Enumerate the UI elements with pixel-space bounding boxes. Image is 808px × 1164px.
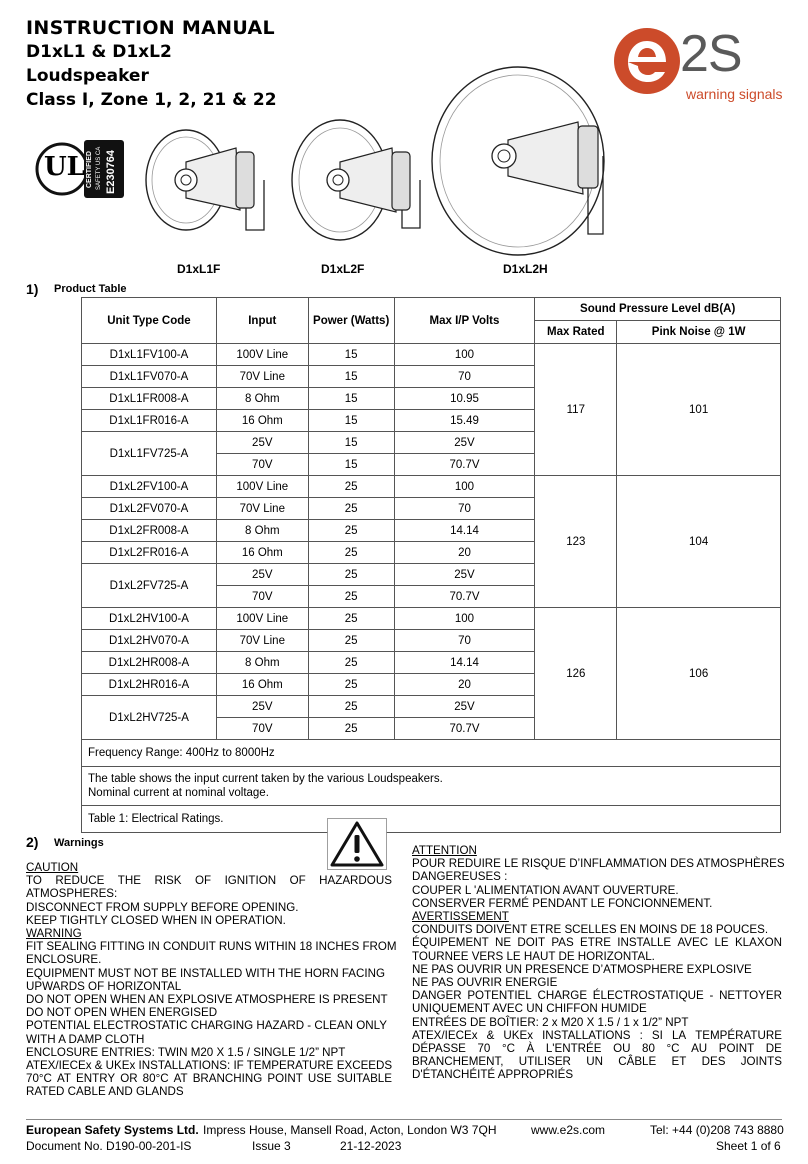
power-value: 25 bbox=[308, 652, 394, 674]
input-value: 25V bbox=[216, 432, 308, 454]
ul-certified-text: CERTIFIED bbox=[86, 151, 93, 188]
volts-value: 10.95 bbox=[394, 388, 535, 410]
header-power: Power (Watts) bbox=[308, 298, 394, 344]
hazard-class: Class I, Zone 1, 2, 21 & 22 bbox=[26, 90, 277, 110]
warning-line: CONDUITS DOIVENT ETRE SCELLES EN MOINS DE 18 POUCES. bbox=[412, 923, 769, 937]
footer-date: 21-12-2023 bbox=[340, 1139, 402, 1153]
unit-code: D1xL2FR008-A bbox=[82, 520, 217, 542]
max-rated-value: 126 bbox=[535, 608, 617, 740]
warning-line: DANGER POTENTIEL CHARGE ÉLECTROSTATIQUE - NETTOYER bbox=[412, 989, 782, 1003]
footer-issue: Issue 3 bbox=[252, 1139, 291, 1153]
warning-line: TOURNEE VERS LE HAUT DE HORIZONTAL. bbox=[412, 949, 655, 963]
ul-certification-mark bbox=[34, 138, 126, 200]
power-value: 25 bbox=[308, 630, 394, 652]
unit-code: D1xL2HR008-A bbox=[82, 652, 217, 674]
logo-brand-text: 2S bbox=[680, 25, 742, 83]
table-row bbox=[82, 608, 781, 630]
power-value: 15 bbox=[308, 454, 394, 476]
warning-line: EQUIPMENT MUST NOT BE INSTALLED WITH THE HORN FACING bbox=[26, 966, 386, 980]
model-title: D1xL1 & D1xL2 bbox=[26, 42, 172, 62]
pink-noise-value: 104 bbox=[617, 476, 781, 608]
unit-code: D1xL2HV070-A bbox=[82, 630, 217, 652]
warning-line: FIT SEALING FITTING IN CONDUIT RUNS WITHIN 18 INCHES FROM bbox=[26, 940, 397, 954]
warning-line: DÉPASSE 70 °C À L'ENTRÉE OU 80 °C AU POINT DE bbox=[412, 1042, 782, 1056]
warning-line: UNIQUEMENT AVEC UN CHIFFON HUMIDE bbox=[412, 1002, 647, 1016]
volts-value: 14.14 bbox=[394, 520, 535, 542]
volts-value: 100 bbox=[394, 344, 535, 366]
warnings-english bbox=[26, 861, 397, 1099]
input-value: 8 Ohm bbox=[216, 388, 308, 410]
power-value: 25 bbox=[308, 520, 394, 542]
warning-line: ENCLOSURE. bbox=[26, 953, 102, 967]
section-1-title: Product Table bbox=[54, 283, 127, 295]
input-value: 100V Line bbox=[216, 608, 308, 630]
warning-line: ATEX/IECEx & UKEx INSTALLATIONS : SI LA TEMPÉRATURE bbox=[412, 1028, 782, 1042]
warning-line: DISCONNECT FROM SUPPLY BEFORE OPENING. bbox=[26, 900, 299, 914]
ul-safety-text: SAFETY US CA bbox=[96, 146, 102, 190]
section-1-number: 1) bbox=[26, 281, 39, 297]
pink-noise-value: 106 bbox=[617, 608, 781, 740]
warning-line: KEEP TIGHTLY CLOSED WHEN IN OPERATION. bbox=[26, 913, 286, 927]
section-2-title: Warnings bbox=[54, 837, 104, 849]
warning-line: WITH A DAMP CLOTH bbox=[26, 1032, 145, 1046]
footer-address: Impress House, Mansell Road, Acton, London W3 7QH bbox=[203, 1123, 497, 1137]
section-2-number: 2) bbox=[26, 834, 39, 850]
warning-line: ATTENTION bbox=[412, 844, 477, 857]
volts-value: 70 bbox=[394, 366, 535, 388]
header-max-volts: Max I/P Volts bbox=[394, 298, 535, 344]
power-value: 15 bbox=[308, 410, 394, 432]
table-caption: Table 1: Electrical Ratings. bbox=[82, 806, 781, 833]
warning-line: DO NOT OPEN WHEN ENERGISED bbox=[26, 1006, 218, 1020]
input-value: 16 Ohm bbox=[216, 542, 308, 564]
unit-code: D1xL2HR016-A bbox=[82, 674, 217, 696]
warning-line: CONSERVER FERMÉ PENDANT LE FONCIONNEMENT. bbox=[412, 896, 713, 910]
power-value: 15 bbox=[308, 344, 394, 366]
input-value: 70V Line bbox=[216, 366, 308, 388]
d1xl1f-speaker-drawing bbox=[140, 118, 280, 238]
speaker-label-d1xl1f: D1xL1F bbox=[177, 262, 221, 276]
warning-line: POUR REDUIRE LE RISQUE D’INFLAMMATION DES ATMOSPHÈRES bbox=[412, 857, 785, 871]
volts-value: 15.49 bbox=[394, 410, 535, 432]
warning-line: ÉQUIPEMENT NE DOIT PAS ETRE INSTALLE AVEC LE KLAXON bbox=[412, 936, 782, 950]
unit-code: D1xL2FV725-A bbox=[82, 564, 217, 608]
footer-telephone: Tel: +44 (0)208 743 8880 bbox=[650, 1123, 784, 1137]
power-value: 25 bbox=[308, 498, 394, 520]
volts-value: 25V bbox=[394, 696, 535, 718]
unit-code: D1xL2FV070-A bbox=[82, 498, 217, 520]
warning-line: ATEX/IECEx & UKEx INSTALLATIONS: IF TEMPERATURE EXCEEDS bbox=[26, 1059, 393, 1073]
volts-value: 14.14 bbox=[394, 652, 535, 674]
header-spl: Sound Pressure Level dB(A) bbox=[535, 298, 781, 321]
power-value: 25 bbox=[308, 564, 394, 586]
footer-company: European Safety Systems Ltd. bbox=[26, 1123, 199, 1137]
warning-line: 70°C AT ENTRY OR 80°C AT BRANCHING POINT USE SUITABLE bbox=[26, 1072, 392, 1086]
input-value: 100V Line bbox=[216, 476, 308, 498]
input-value: 70V Line bbox=[216, 498, 308, 520]
warning-line: ENCLOSURE ENTRIES: TWIN M20 X 1.5 / SINGLE 1/2” NPT bbox=[26, 1045, 346, 1059]
table-row bbox=[82, 476, 781, 498]
volts-value: 20 bbox=[394, 674, 535, 696]
table-body bbox=[82, 344, 781, 833]
warning-line: AVERTISSEMENT bbox=[412, 910, 509, 924]
unit-code: D1xL2HV100-A bbox=[82, 608, 217, 630]
ul-letters: UL bbox=[44, 152, 85, 182]
volts-value: 70.7V bbox=[394, 586, 535, 608]
table-note bbox=[82, 767, 781, 806]
warning-line: BRANCHEMENT, UTILISER UN CÂBLE ET DES JOINTS bbox=[412, 1055, 782, 1069]
unit-code: D1xL2FR016-A bbox=[82, 542, 217, 564]
volts-value: 25V bbox=[394, 564, 535, 586]
warning-line: POTENTIAL ELECTROSTATIC CHARGING HAZARD - CLEAN ONLY bbox=[26, 1019, 387, 1033]
product-type: Loudspeaker bbox=[26, 66, 149, 86]
warning-line: NE PAS OUVRIR UN PRESENCE D’ATMOSPHERE EXPLOSIVE bbox=[412, 962, 752, 976]
input-value: 8 Ohm bbox=[216, 652, 308, 674]
warning-line: D'ÉTANCHÉITÉ APPROPRIÉS bbox=[412, 1068, 574, 1082]
manual-title: INSTRUCTION MANUAL bbox=[26, 17, 275, 39]
warning-line: ATMOSPHERES: bbox=[26, 887, 118, 901]
warning-line: TO REDUCE THE RISK OF IGNITION OF HAZARDOUS bbox=[26, 874, 392, 888]
volts-value: 70 bbox=[394, 498, 535, 520]
input-value: 16 Ohm bbox=[216, 410, 308, 432]
max-rated-value: 117 bbox=[535, 344, 617, 476]
volts-value: 70.7V bbox=[394, 718, 535, 740]
footer-sheet: Sheet 1 of 6 bbox=[716, 1139, 781, 1153]
pink-noise-value: 101 bbox=[617, 344, 781, 476]
volts-value: 100 bbox=[394, 608, 535, 630]
electrical-ratings-table bbox=[81, 297, 781, 833]
power-value: 15 bbox=[308, 388, 394, 410]
power-value: 25 bbox=[308, 542, 394, 564]
speaker-label-d1xl2f: D1xL2F bbox=[321, 262, 365, 276]
volts-value: 70.7V bbox=[394, 454, 535, 476]
warnings-french bbox=[412, 844, 785, 1082]
input-value: 70V Line bbox=[216, 630, 308, 652]
unit-code: D1xL1FV725-A bbox=[82, 432, 217, 476]
power-value: 25 bbox=[308, 674, 394, 696]
power-value: 25 bbox=[308, 718, 394, 740]
ul-file-number: E230764 bbox=[105, 149, 117, 194]
header-max-rated: Max Rated bbox=[535, 321, 617, 344]
unit-code: D1xL2FV100-A bbox=[82, 476, 217, 498]
speaker-label-d1xl2h: D1xL2H bbox=[503, 262, 548, 276]
volts-value: 25V bbox=[394, 432, 535, 454]
warning-line: COUPER L 'ALIMENTATION AVANT OUVERTURE. bbox=[412, 883, 679, 897]
warning-line: CAUTION bbox=[26, 861, 79, 874]
warning-line: NE PAS OUVRIR ENERGIE bbox=[412, 976, 558, 990]
power-value: 25 bbox=[308, 608, 394, 630]
power-value: 15 bbox=[308, 432, 394, 454]
power-value: 15 bbox=[308, 366, 394, 388]
power-value: 25 bbox=[308, 586, 394, 608]
volts-value: 100 bbox=[394, 476, 535, 498]
footer-divider bbox=[26, 1119, 782, 1120]
input-value: 16 Ohm bbox=[216, 674, 308, 696]
unit-code: D1xL1FV100-A bbox=[82, 344, 217, 366]
table-row bbox=[82, 344, 781, 366]
table-note-line-1: The table shows the input current taken by the various Loudspeakers. bbox=[88, 773, 443, 785]
input-value: 70V bbox=[216, 718, 308, 740]
header-unit-code: Unit Type Code bbox=[82, 298, 217, 344]
input-value: 25V bbox=[216, 564, 308, 586]
warning-line: ENTRÉES DE BOÎTIER: 2 x M20 X 1.5 / 1 x 1/2” NPT bbox=[412, 1015, 689, 1029]
footer-document-number: Document No. D190-00-201-IS bbox=[26, 1139, 192, 1153]
volts-value: 20 bbox=[394, 542, 535, 564]
max-rated-value: 123 bbox=[535, 476, 617, 608]
frequency-range: Frequency Range: 400Hz to 8000Hz bbox=[82, 740, 781, 767]
logo-tagline: warning signals bbox=[686, 86, 783, 102]
unit-code: D1xL2HV725-A bbox=[82, 696, 217, 740]
volts-value: 70 bbox=[394, 630, 535, 652]
d1xl2f-speaker-drawing bbox=[288, 116, 438, 246]
input-value: 70V bbox=[216, 454, 308, 476]
power-value: 25 bbox=[308, 476, 394, 498]
warning-line: DO NOT OPEN WHEN AN EXPLOSIVE ATMOSPHERE IS PRESENT bbox=[26, 993, 388, 1007]
footer-website: www.e2s.com bbox=[531, 1123, 606, 1137]
warning-line: UPWARDS OF HORIZONTAL bbox=[26, 979, 182, 993]
unit-code: D1xL1FR008-A bbox=[82, 388, 217, 410]
e2s-logo bbox=[612, 22, 792, 112]
title-block bbox=[26, 16, 277, 112]
header-input: Input bbox=[216, 298, 308, 344]
input-value: 8 Ohm bbox=[216, 520, 308, 542]
d1xl2h-speaker-drawing bbox=[428, 64, 628, 258]
header-pink-noise: Pink Noise @ 1W bbox=[617, 321, 781, 344]
warning-line: DANGEREUSES : bbox=[412, 870, 508, 884]
input-value: 100V Line bbox=[216, 344, 308, 366]
input-value: 70V bbox=[216, 586, 308, 608]
input-value: 25V bbox=[216, 696, 308, 718]
unit-code: D1xL1FR016-A bbox=[82, 410, 217, 432]
table-note-line-2: Nominal current at nominal voltage. bbox=[88, 787, 269, 799]
warning-line: WARNING bbox=[26, 927, 82, 941]
unit-code: D1xL1FV070-A bbox=[82, 366, 217, 388]
power-value: 25 bbox=[308, 696, 394, 718]
warning-line: RATED CABLE AND GLANDS bbox=[26, 1085, 184, 1099]
